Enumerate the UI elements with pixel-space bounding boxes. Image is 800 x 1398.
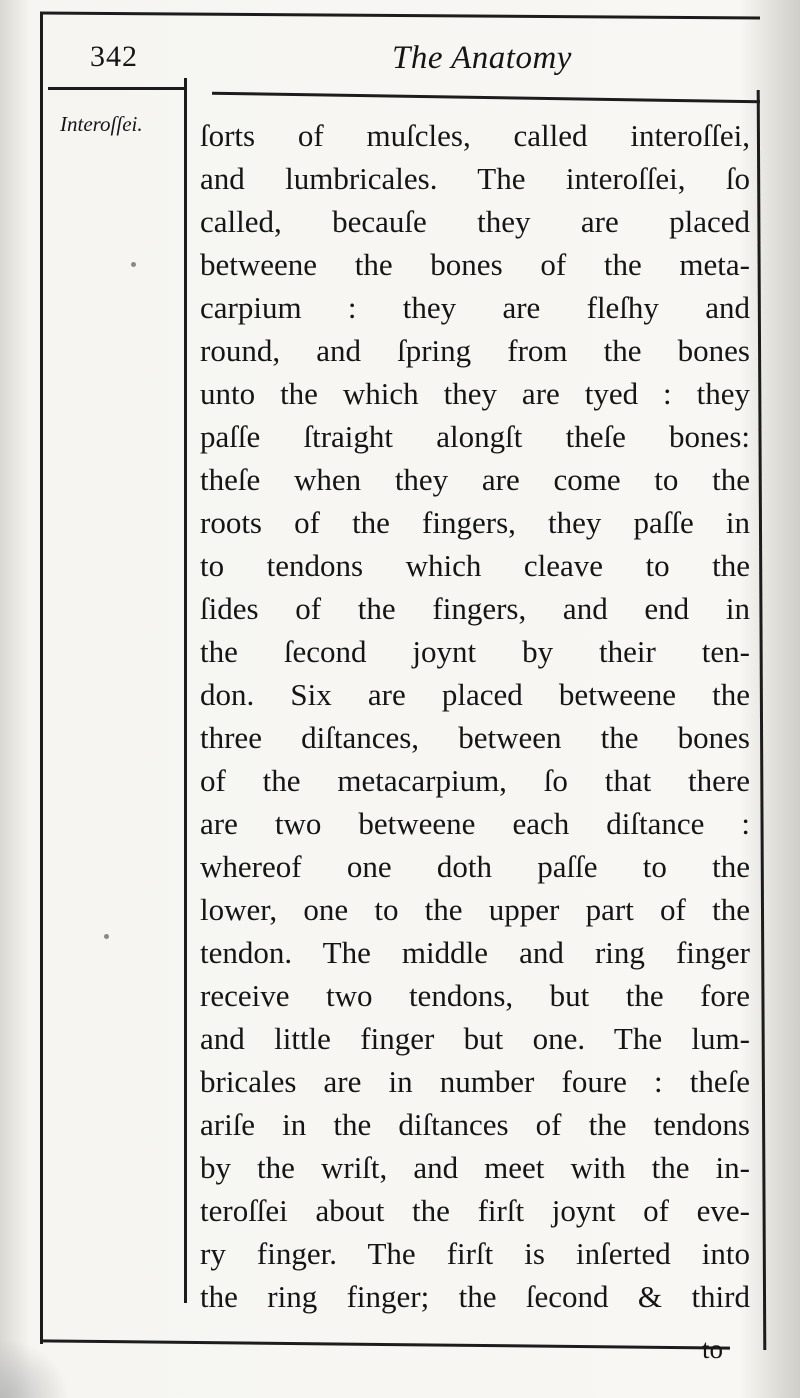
text-line: and lumbricales. The interoſſei, ſo <box>200 161 750 196</box>
text-line: roots of the fingers, they paſſe in <box>200 505 750 540</box>
text-line: whereof one doth paſſe to the <box>200 849 750 884</box>
paper-speck <box>104 934 109 939</box>
text-line: receive two tendons, but the fore <box>200 978 750 1013</box>
left-border-rule <box>40 14 43 1344</box>
paper-speck <box>131 262 136 267</box>
text-line: the ſecond joynt by their ten- <box>200 634 750 669</box>
text-line: unto the which they are tyed : they <box>200 376 750 411</box>
text-line: lower, one to the upper part of the <box>200 892 750 927</box>
folio-underline <box>48 87 186 90</box>
text-line: of the metacarpium, ſo that there <box>200 763 750 798</box>
page-number: 342 <box>90 40 138 73</box>
text-line: bricales are in number foure : theſe <box>200 1064 750 1099</box>
text-line: tendon. The middle and ring finger <box>200 935 750 970</box>
text-line: don. Six are placed betweene the <box>200 677 750 712</box>
catchword: to <box>702 1334 724 1364</box>
text-line: ſorts of muſcles, called interoſſei, <box>200 118 750 153</box>
text-line: teroſſei about the firſt joynt of eve- <box>200 1193 750 1228</box>
text-line: carpium : they are fleſhy and <box>200 290 750 325</box>
marginal-note: Interoſſei. <box>60 112 143 136</box>
text-line: called, becauſe they are placed <box>200 204 750 239</box>
text-line: are two betweene each diſtance : <box>200 806 750 841</box>
text-line: ſides of the fingers, and end in <box>200 591 750 626</box>
page-corner-shadow <box>0 1338 70 1398</box>
text-line: betweene the bones of the meta- <box>200 247 750 282</box>
text-line: theſe when they are come to the <box>200 462 750 497</box>
text-line: the ring finger; the ſecond & third <box>200 1279 750 1314</box>
text-line: and little finger but one. The lum- <box>200 1021 750 1056</box>
text-line: three diſtances, between the bones <box>200 720 750 755</box>
text-line: round, and ſpring from the bones <box>200 333 750 368</box>
text-line: to tendons which cleave to the <box>200 548 750 583</box>
text-line: by the wriſt, and meet with the in- <box>200 1150 750 1185</box>
column-divider-rule <box>184 78 187 1303</box>
text-line: ariſe in the diſtances of the tendons <box>200 1107 750 1142</box>
text-line: ry finger. The firſt is inſerted into <box>200 1236 750 1271</box>
text-line: paſſe ſtraight alongſt theſe bones: <box>200 419 750 454</box>
running-title: The Anatomy <box>392 40 572 76</box>
